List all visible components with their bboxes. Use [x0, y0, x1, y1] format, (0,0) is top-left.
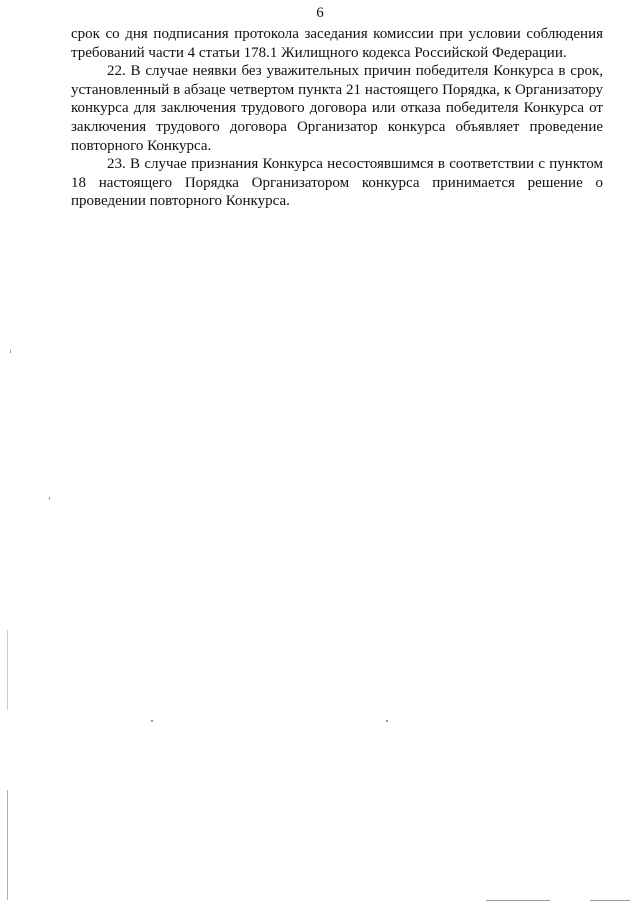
scan-artifact [7, 630, 8, 710]
text-line: о проведении повторного Конкурса. [71, 174, 603, 210]
text-line: срок со дня подписания протокола заседания комиссии при условии [71, 26, 521, 42]
paragraph [71, 25, 603, 62]
scan-artifact [590, 900, 630, 901]
text-line: соблюдения требований части 4 статьи 178.1 Жилищного кодекса Российской [71, 26, 604, 61]
text-line: к Организатору конкурса для заключения трудового договора или отказа [71, 81, 604, 117]
text-line: победителя Конкурса от заключения трудового договора Организатор конкурса [71, 100, 603, 135]
scan-artifact [386, 720, 388, 722]
scan-artifact [151, 720, 153, 722]
paragraph [71, 62, 603, 155]
scan-artifact [486, 900, 550, 901]
text-line: Федерации. [492, 44, 567, 61]
text-line: установленный в абзаце четвертом пункта 21 настоящего Порядка, [71, 81, 500, 98]
text-line: пунктом 18 настоящего Порядка Организатором конкурса принимается решение [71, 156, 603, 191]
text-line: объявляет проведение повторного Конкурса. [71, 118, 604, 154]
scan-artifact [49, 497, 50, 500]
document-body [71, 25, 603, 211]
page-number: 6 [316, 5, 324, 21]
text-line: 23. В случае признания Конкурса несостоявшимся в соответствии с [107, 156, 545, 173]
scan-artifact [10, 350, 11, 353]
text-line: 22. В случае неявки без уважительных причин победителя Конкурса в срок, [107, 63, 603, 80]
paragraph [71, 155, 603, 211]
scan-artifact [7, 790, 8, 900]
